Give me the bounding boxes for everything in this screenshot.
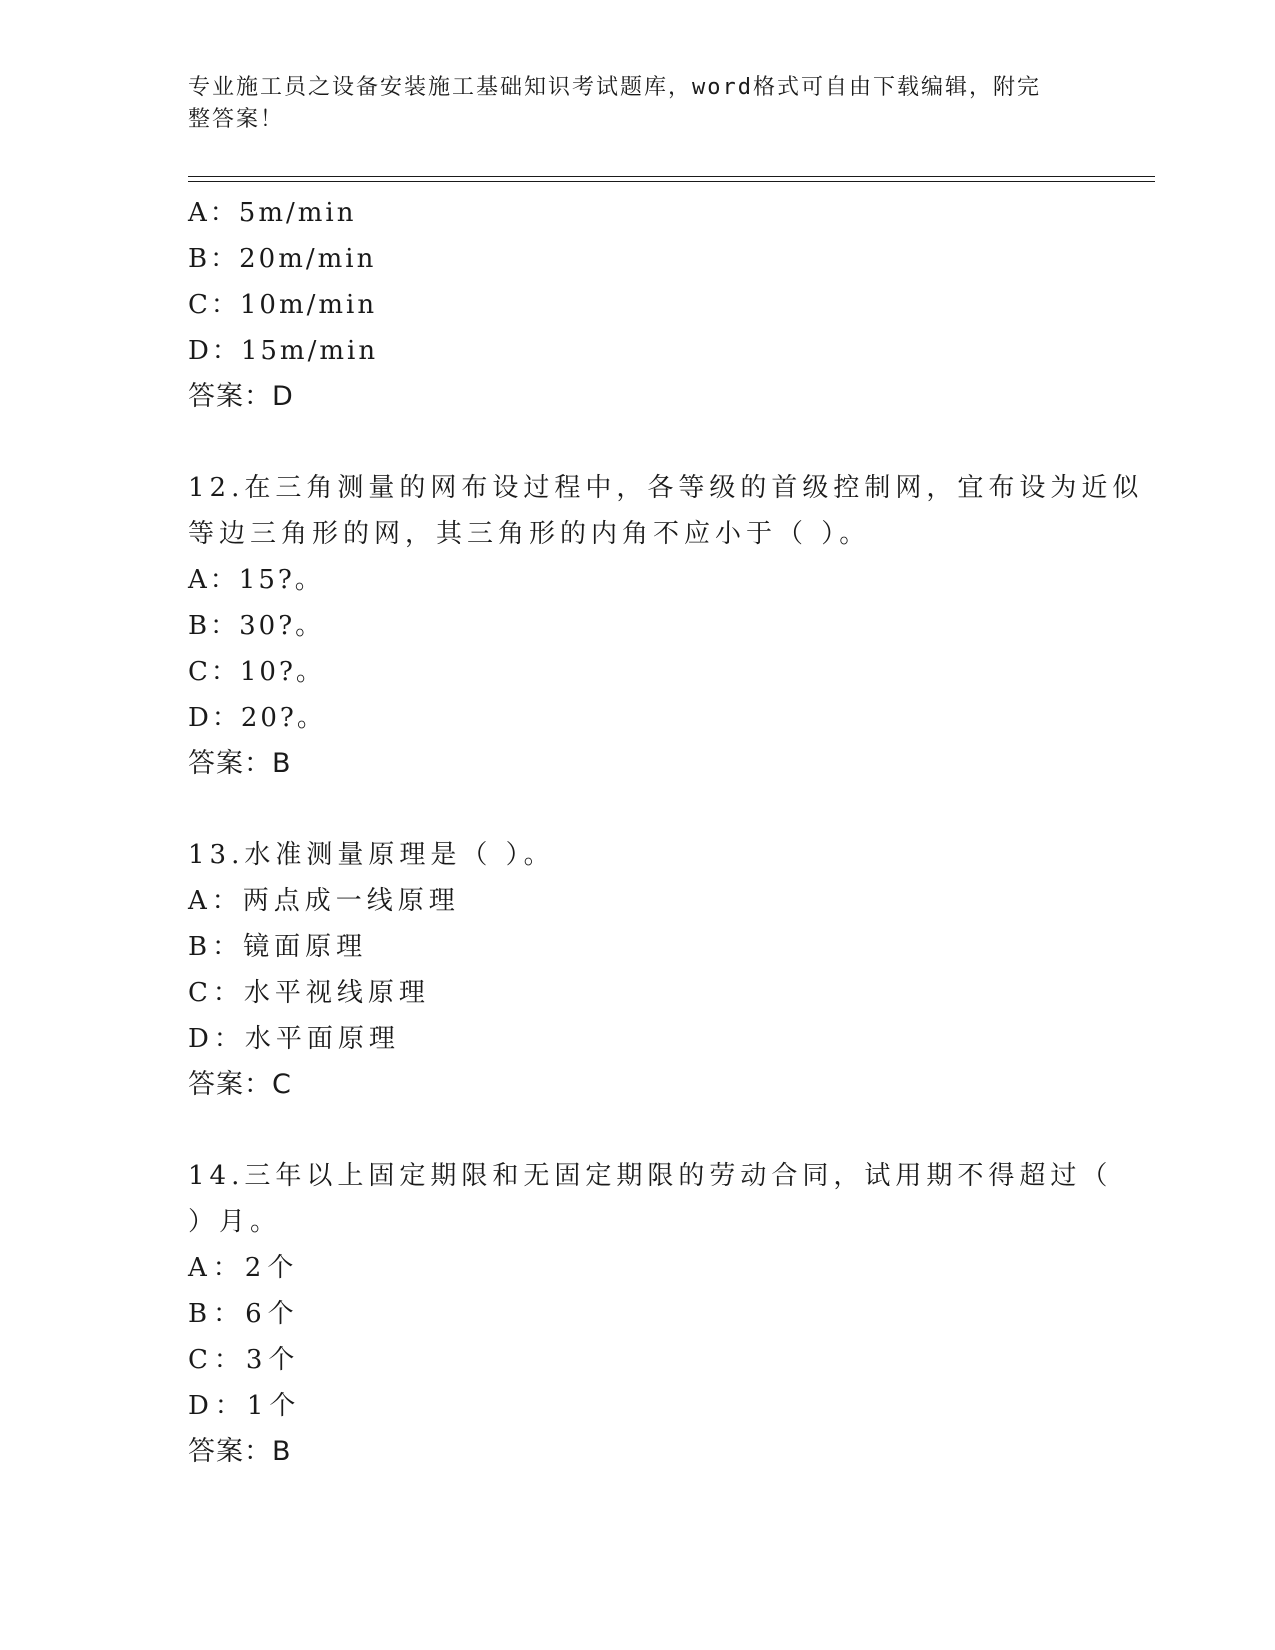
question-stem: 14.三年以上固定期限和无固定期限的劳动合同，试用期不得超过（ bbox=[188, 1161, 1113, 1191]
option-b: B：镜面原理 bbox=[188, 932, 368, 962]
spacer bbox=[188, 1108, 1088, 1153]
answer-label: 答案：B bbox=[188, 1436, 292, 1467]
option-d: D：15m/min bbox=[188, 336, 379, 366]
answer-label: 答案：C bbox=[188, 1069, 292, 1100]
option-c: C：水平视线原理 bbox=[188, 978, 430, 1008]
option-b: B：30?。 bbox=[188, 611, 325, 641]
spacer bbox=[188, 787, 1088, 832]
option-b: B：20m/min bbox=[188, 244, 377, 274]
option-b: B：6个 bbox=[188, 1299, 300, 1329]
option-a: A：15?。 bbox=[188, 565, 324, 595]
header-line-1: 专业施工员之设备安装施工基础知识考试题库，word格式可自由下载编辑，附完 bbox=[188, 75, 1041, 100]
option-c: C：10?。 bbox=[188, 657, 325, 687]
question-12 bbox=[188, 465, 1144, 787]
question-stem-cont: 等边三角形的网，其三角形的内角不应小于（ ）。 bbox=[188, 519, 871, 549]
question-14 bbox=[188, 1153, 1113, 1475]
document-header bbox=[188, 72, 1068, 136]
answer-label: 答案：B bbox=[188, 748, 292, 779]
option-d: D：水平面原理 bbox=[188, 1024, 400, 1054]
question-stem: 12.在三角测量的网布设过程中，各等级的首级控制网，宜布设为近似 bbox=[188, 473, 1144, 503]
option-c: C：3个 bbox=[188, 1345, 301, 1375]
option-c: C：10m/min bbox=[188, 290, 378, 320]
question-list bbox=[188, 190, 1144, 1475]
header-divider-bottom bbox=[188, 181, 1155, 182]
option-d: D：20?。 bbox=[188, 703, 326, 733]
spacer bbox=[188, 420, 1088, 465]
question-stem: 13.水准测量原理是（ ）。 bbox=[188, 840, 555, 870]
option-d: D：1个 bbox=[188, 1391, 302, 1421]
header-divider-top bbox=[188, 176, 1155, 177]
option-a: A：两点成一线原理 bbox=[188, 886, 460, 916]
question-stem-cont: ）月。 bbox=[188, 1207, 282, 1237]
header-line-2: 整答案！ bbox=[188, 107, 285, 132]
answer-label: 答案：D bbox=[188, 381, 294, 412]
option-a: A：2个 bbox=[188, 1253, 300, 1283]
question-11 bbox=[188, 190, 1088, 420]
question-13 bbox=[188, 832, 1088, 1108]
option-a: A：5m/min bbox=[188, 198, 357, 228]
